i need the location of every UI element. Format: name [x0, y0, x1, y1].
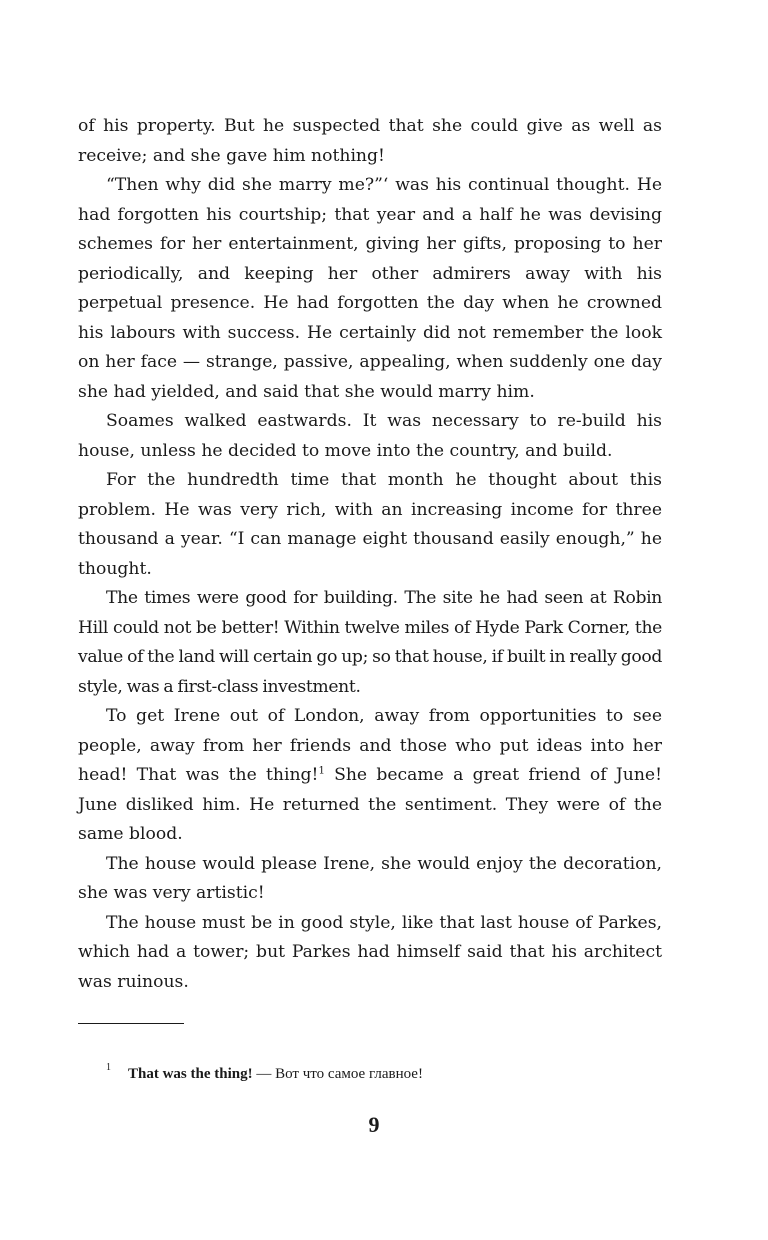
paragraph: of his property. But he suspected that she could give as well as receive; and she gave him nothing! — [78, 116, 662, 166]
footnote-translation: Вот что самое главное! — [275, 1066, 423, 1082]
paragraph: For the hundredth time that month he thought about this problem. He was very rich, with an increasing income for three thousand a year. “I can manage eight thousand easily enough,” he thought. — [78, 470, 662, 579]
footnote-separator — [78, 1023, 184, 1024]
paragraph: Soames walked eastwards. It was necessary to re-build his house, unless he decided to move into the country, and build. — [78, 411, 662, 461]
main-text — [78, 112, 662, 997]
paragraph: The house must be in good style, like that last house of Parkes, which had a tower; but Parkes had himself said that his architect was ruinous. — [78, 912, 662, 992]
paragraph-with-footnote — [78, 702, 662, 850]
footnote-line — [128, 1064, 423, 1084]
paragraph: The times were good for building. The site he had seen at Robin Hill could not be better! Within twelve miles of Hyde Park Corner, the value of the land will certain go up; so that house, if built in really good style, was a first-class investment. — [78, 588, 662, 697]
paragraph: “Then why did she marry me?”‘ was his continual thought. He had forgotten his courtship; that year and a half he was devising schemes for her entertainment, giving her gifts, proposing to her periodically, and keeping her other admirers away with his perpetual presence. He had forgotten the day when he crowned his labours with success. He certainly did not remember the look on her face — strange, passive, appealing, when suddenly one day she had yielded, and said that she would marry him. — [78, 175, 662, 402]
footnote-dash: — — [256, 1066, 272, 1082]
footnote-term: That was the thing! — [128, 1066, 253, 1082]
footnote-number: 1 — [106, 1062, 111, 1073]
paragraph-text: To get Irene out of London, away from opportunities to see people, away from her friends and those who put ideas into her head! That was the thing! — [78, 706, 662, 785]
paragraph: The house would please Irene, she would enjoy the decoration, she was very artistic! — [78, 853, 662, 903]
footnote-reference: 1 — [318, 765, 325, 777]
paragraph-text-continued: She became a great friend of June! June disliked him. He returned the sentiment. They were of the same blood. — [78, 765, 662, 844]
page-number: 9 — [368, 1112, 380, 1137]
